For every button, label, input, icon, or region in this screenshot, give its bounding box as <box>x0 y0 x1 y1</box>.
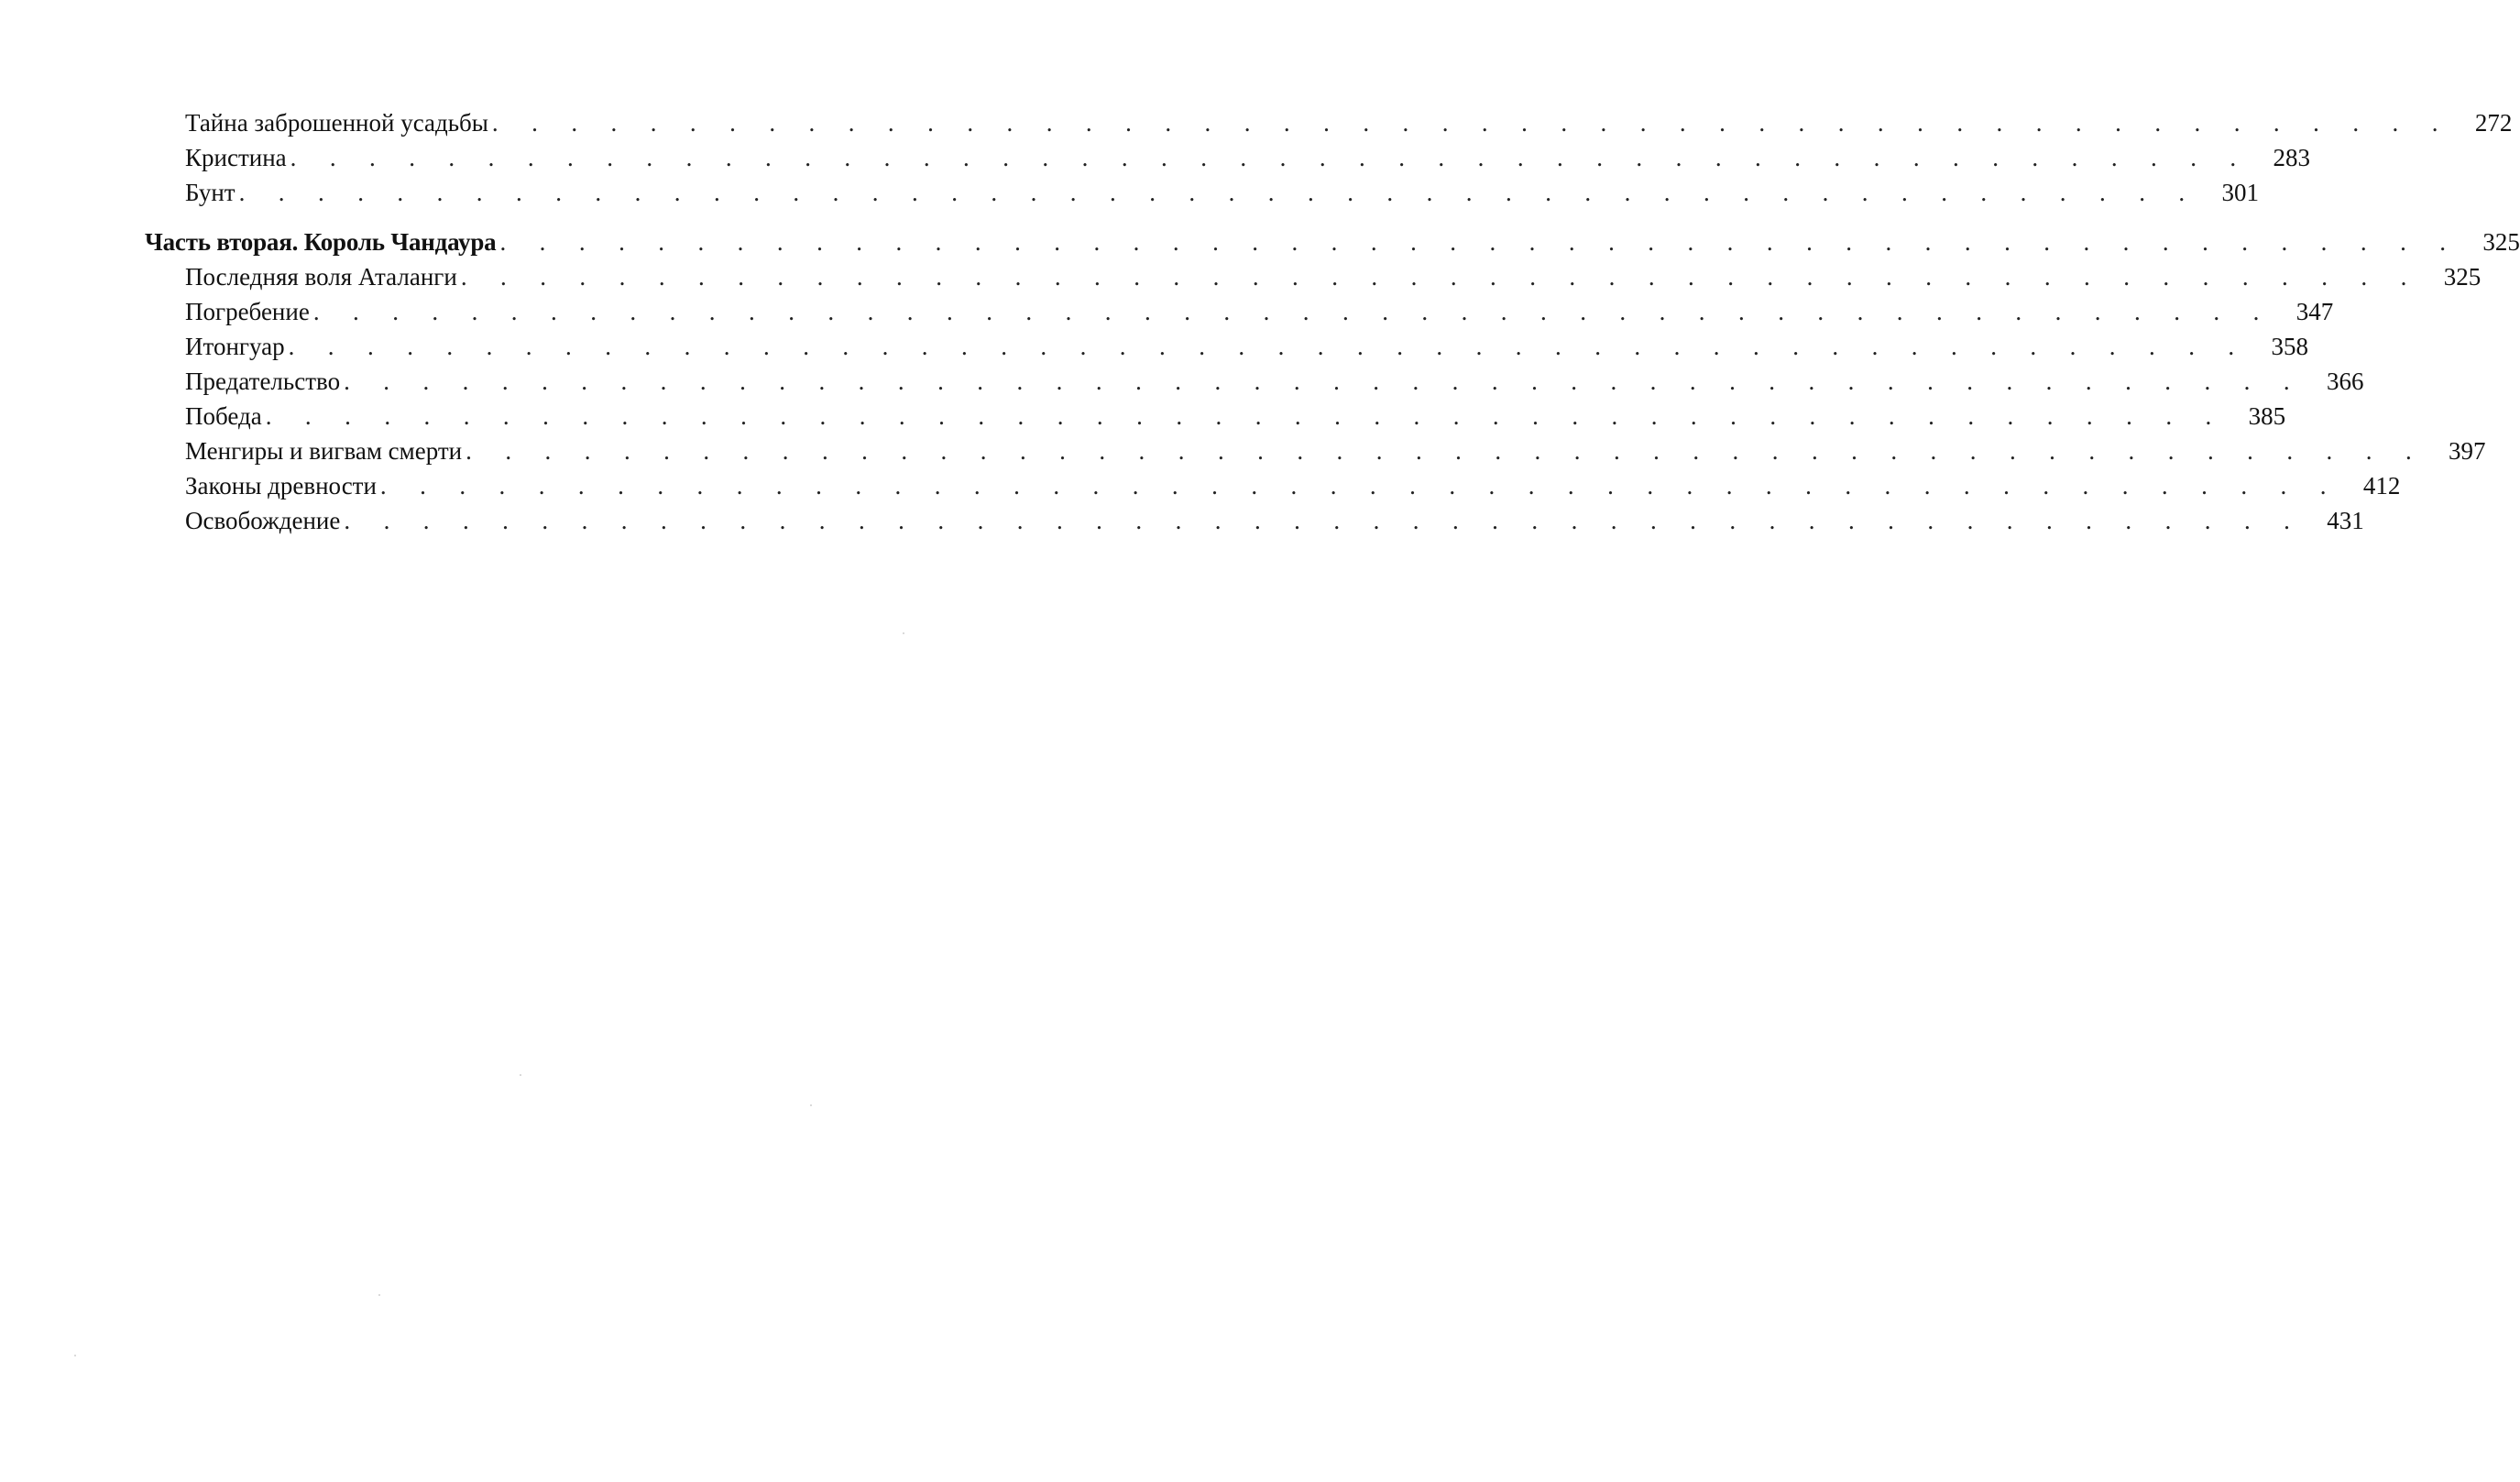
toc-entry <box>185 174 2259 211</box>
dot-leader: . . . . . . . . . . . . . . . . . . . . . . . . . . . . . . . . . . . . . . . . . . . . . . . . . . <box>290 144 2251 171</box>
toc-entry-title: Победа <box>185 402 262 430</box>
toc-entry-title: Итонгуар <box>185 333 285 360</box>
toc-entry-page: 431 <box>2327 507 2364 534</box>
toc-entry-title: Менгиры и вигвам смерти <box>185 437 463 465</box>
scan-speck <box>378 1294 380 1296</box>
toc-entry <box>185 363 2364 400</box>
toc-entry <box>185 398 2286 434</box>
toc-entry-title: Кристина <box>185 144 287 171</box>
toc-entry-page: 301 <box>2221 179 2259 206</box>
toc-entry <box>185 139 2311 176</box>
dot-leader: . . . . . . . . . . . . . . . . . . . . . . . . . . . . . . . . . . . . . . . . . . . . . . . . . . <box>344 507 2304 534</box>
toc-entry-title: Тайна заброшенной усадьбы <box>185 109 488 137</box>
toc-entry <box>185 433 2486 469</box>
toc-entry-page: 412 <box>2362 472 2401 499</box>
toc-part-title: Часть вторая. Король Чандаура <box>145 228 497 256</box>
scan-speck <box>74 1355 76 1356</box>
toc-entry <box>185 104 2513 141</box>
dot-leader: . . . . . . . . . . . . . . . . . . . . . . . . . . . . . . . . . . . . . . . . . . . . . . . . . . <box>288 333 2248 360</box>
toc-entry-page: 397 <box>2449 437 2486 465</box>
toc-entry-title: Последняя воля Аталанги <box>185 263 457 291</box>
scan-speck <box>810 1104 812 1106</box>
toc-entry-title: Законы древности <box>185 472 377 499</box>
toc-entry-page: 385 <box>2248 402 2286 430</box>
toc-entry <box>185 502 2364 539</box>
toc-entry-title: Освобождение <box>185 507 341 534</box>
toc-entry-page: 347 <box>2295 298 2334 325</box>
toc-entry <box>185 258 2482 295</box>
toc-entry <box>185 467 2401 504</box>
toc-entry-page: 366 <box>2326 368 2364 395</box>
toc-part-page: 325 <box>2482 228 2520 256</box>
toc-entry <box>185 293 2334 330</box>
dot-leader: . . . . . . . . . . . . . . . . . . . . . . . . . . . . . . . . . . . . . . . . . . . . . . . . . . <box>460 263 2421 291</box>
dot-leader: . . . . . . . . . . . . . . . . . . . . . . . . . . . . . . . . . . . . . . . . . . . . . . . . . . <box>466 437 2426 465</box>
scan-speck <box>520 1074 521 1076</box>
dot-leader: . . . . . . . . . . . . . . . . . . . . . . . . . . . . . . . . . . . . . . . . . . . . . . . . . . <box>265 402 2226 430</box>
dot-leader: . . . . . . . . . . . . . . . . . . . . . . . . . . . . . . . . . . . . . . . . . . . . . . . . . . <box>238 179 2198 206</box>
dot-leader: . . . . . . . . . . . . . . . . . . . . . . . . . . . . . . . . . . . . . . . . . . . . . . . . . . <box>379 472 2340 499</box>
scan-speck <box>903 632 904 634</box>
toc-entry-page: 283 <box>2273 144 2311 171</box>
dot-leader: . . . . . . . . . . . . . . . . . . . . . . . . . . . . . . . . . . . . . . . . . . . . . . . . . . <box>491 109 2452 137</box>
toc-entry-title: Погребение <box>185 298 310 325</box>
dot-leader: . . . . . . . . . . . . . . . . . . . . . . . . . . . . . . . . . . . . . . . . . . . . . . . . . . <box>499 228 2460 256</box>
toc-entry-page: 325 <box>2443 263 2482 291</box>
toc-entry-title: Бунт <box>185 179 236 206</box>
toc-entry-title: Предательство <box>185 368 341 395</box>
toc-entry-page: 272 <box>2474 109 2513 137</box>
dot-leader: . . . . . . . . . . . . . . . . . . . . . . . . . . . . . . . . . . . . . . . . . . . . . . . . . . <box>344 368 2304 395</box>
toc-entry <box>185 328 2308 365</box>
toc-part-heading <box>145 224 2520 260</box>
dot-leader: . . . . . . . . . . . . . . . . . . . . . . . . . . . . . . . . . . . . . . . . . . . . . . . . . . <box>312 298 2273 325</box>
toc-entry-page: 358 <box>2271 333 2308 360</box>
